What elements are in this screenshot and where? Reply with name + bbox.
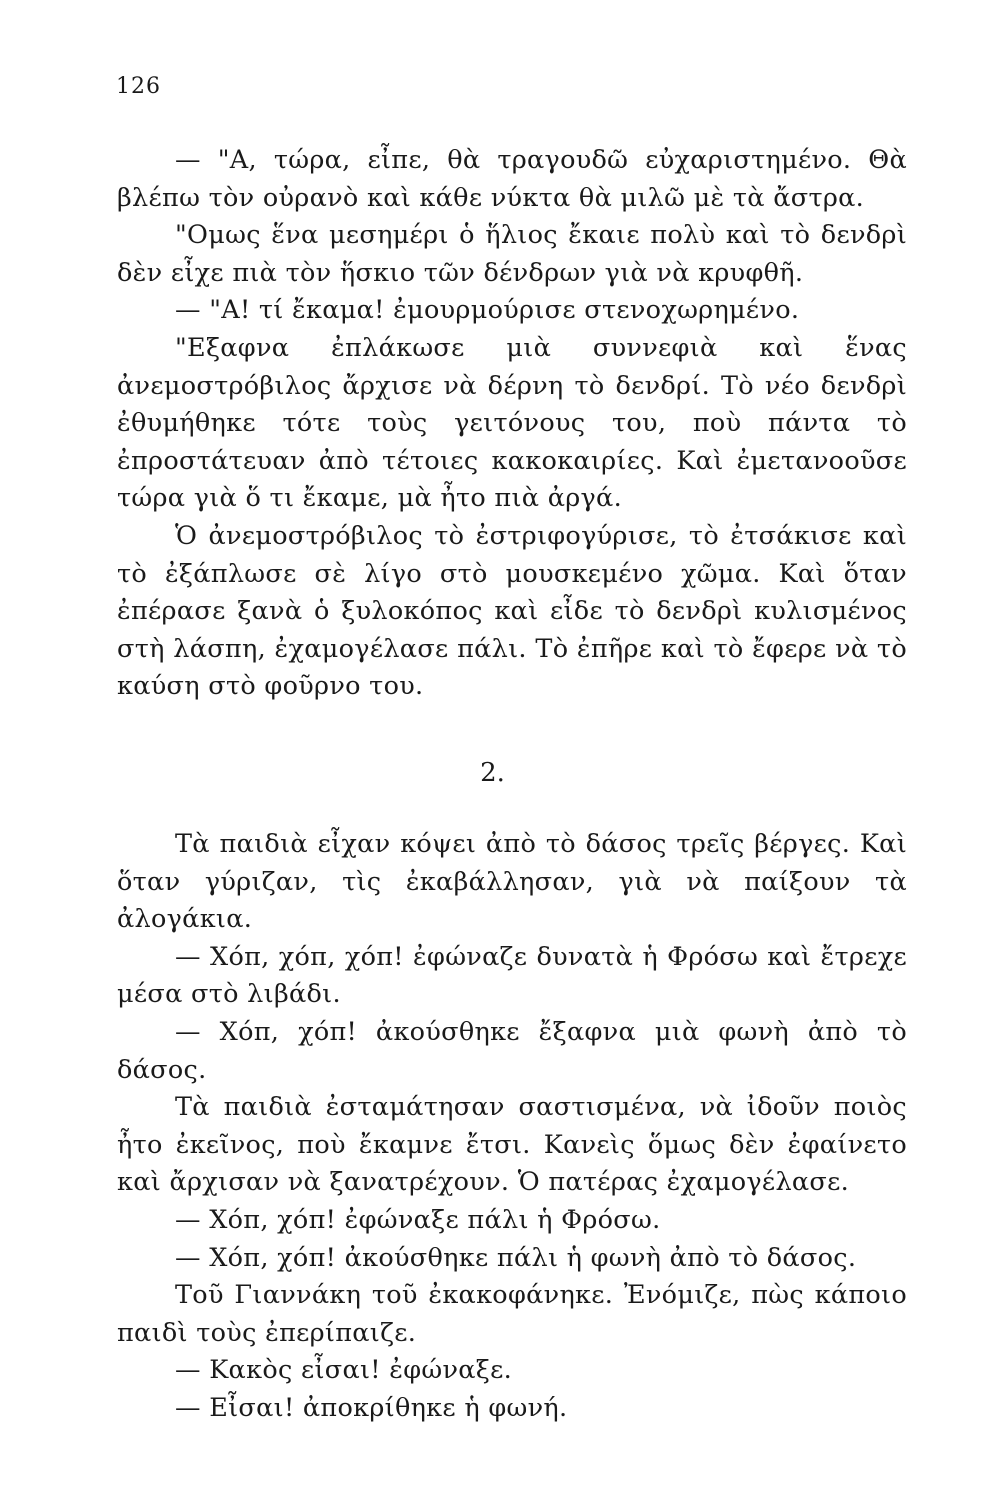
paragraph: Τὰ παιδιὰ ἐσταμάτησαν σαστισμένα, νὰ ἰδοῦν ποιὸς ἦτο ἐκεῖνος, ποὺ ἔκαμνε ἔτσι. Κανεὶς ὅμως δὲν ἐφαίνετο καὶ ἄρχισαν νὰ ξανατρέχουν. Ὁ πατέρας ἐχαμογέλασε. — [117, 1092, 907, 1198]
paragraph: "Εξαφνα ἐπλάκωσε μιὰ συννεφιὰ καὶ ἕνας ἀνεμοστρόβιλος ἄρχισε νὰ δέρνη τὸ δενδρί. Τὸ νέο δενδρὶ ἐθυμήθηκε τότε τοὺς γειτόνους του, ποὺ πάντα τὸ ἐπροστάτευαν ἀπὸ τέτοιες κακοκαιρίες. Καὶ ἐμετανοοῦσε τώρα γιὰ ὅ τι ἔκαμε, μὰ ἦτο πιὰ ἀργά. — [117, 332, 907, 514]
paragraph: — Χόπ, χόπ! ἀκούσθηκε ἔξαφνα μιὰ φωνὴ ἀπὸ τὸ δάσος. — [117, 1016, 907, 1085]
paragraph: — Χόπ, χόπ, χόπ! ἐφώναζε δυνατὰ ἡ Φρόσω καὶ ἔτρεχε μέσα στὸ λιβάδι. — [117, 941, 907, 1010]
paragraph: — Κακὸς εἶσαι! ἐφώναξε. — [175, 1355, 513, 1386]
paragraph: Τοῦ Γιαννάκη τοῦ ἐκακοφάνηκε. Ἐνόμιζε, πὼς κάποιο παιδὶ τοὺς ἐπερίπαιζε. — [117, 1280, 907, 1348]
paragraph: Ὁ ἀνεμοστρόβιλος τὸ ἐστριφογύρισε, τὸ ἐτσάκισε καὶ τὸ ἐξάπλωσε σὲ λίγο στὸ μουσκεμένο χῶμα. Καὶ ὅταν ἐπέρασε ξανὰ ὁ ξυλοκόπος καὶ εἶδε τὸ δενδρὶ κυλισμένος στὴ λάσπη, ἐχαμογέλασε πάλι. Τὸ ἐπῆρε καὶ τὸ ἔφερε νὰ τὸ καύση στὸ φοῦρνο του. — [117, 520, 907, 702]
paragraph: — Χόπ, χόπ! ἀκούσθηκε πάλι ἡ φωνὴ ἀπὸ τὸ δάσος. — [175, 1242, 857, 1273]
text-block-top — [117, 142, 907, 706]
paragraph: Τὰ παιδιὰ εἶχαν κόψει ἀπὸ τὸ δάσος τρεῖς βέργες. Καὶ ὅταν γύριζαν, τὶς ἐκαβάλλησαν, γιὰ νὰ παίξουν τὰ ἀλογάκια. — [117, 829, 907, 935]
text-block-bottom — [117, 826, 907, 1428]
paragraph: — Χόπ, χόπ! ἐφώναξε πάλι ἡ Φρόσω. — [175, 1204, 661, 1235]
page-number: 126 — [116, 74, 161, 99]
section-number: 2. — [480, 758, 505, 788]
paragraph: — "Α, τώρα, εἶπε, θὰ τραγουδῶ εὐχαριστημένο. Θὰ βλέπω τὸν οὐρανὸ καὶ κάθε νύκτα θὰ μιλῶ μὲ τὰ ἄστρα. — [117, 145, 907, 213]
paragraph: — Εἶσαι! ἀποκρίθηκε ἡ φωνή. — [175, 1392, 568, 1423]
paragraph: "Ομως ἕνα μεσημέρι ὁ ἥλιος ἔκαιε πολὺ καὶ τὸ δενδρὶ δὲν εἶχε πιὰ τὸν ἥσκιο τῶν δένδρων γιὰ νὰ κρυφθῆ. — [117, 220, 907, 288]
paragraph: — "Α! τί ἔκαμα! ἐμουρμούρισε στενοχωρημένο. — [175, 295, 800, 326]
